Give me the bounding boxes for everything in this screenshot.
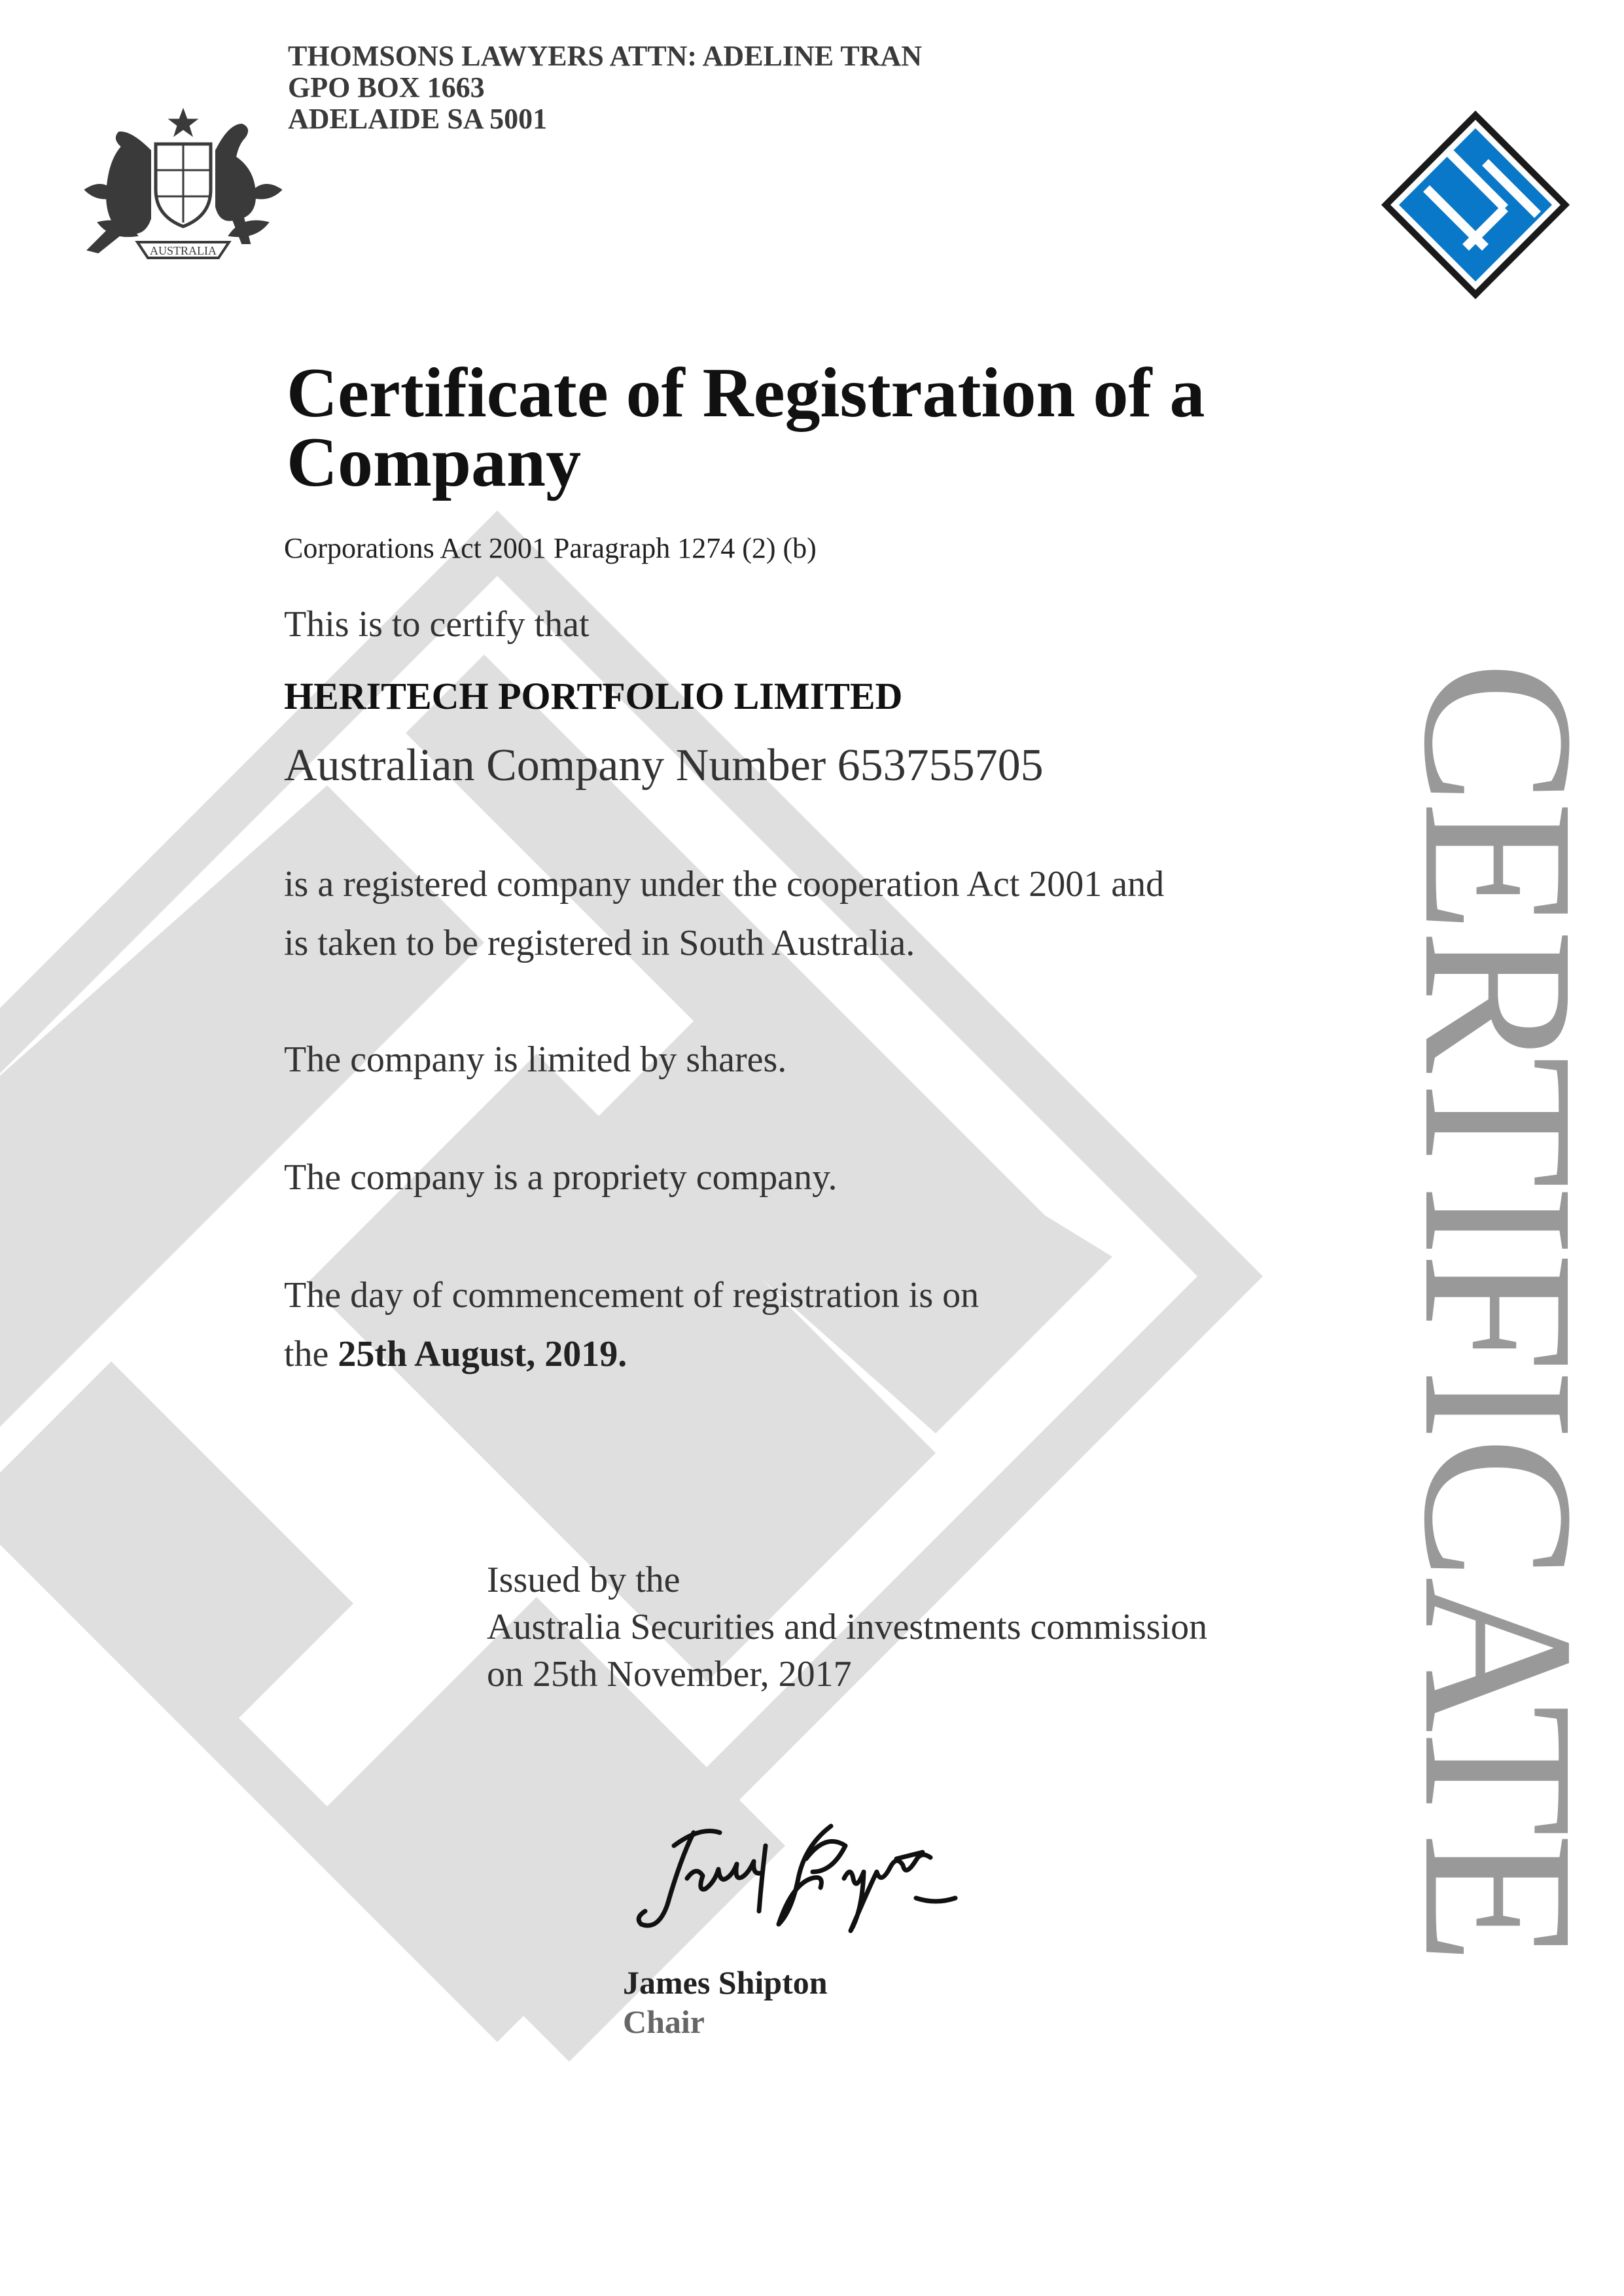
company-type-statement: The company is a propriety company. xyxy=(284,1157,838,1198)
issued-by-block xyxy=(487,1556,1207,1698)
svg-text:AUSTRALIA: AUSTRALIA xyxy=(150,244,217,257)
asic-logo-icon xyxy=(1381,110,1570,300)
registration-paragraph xyxy=(284,855,1331,973)
commencement-paragraph xyxy=(284,1266,1331,1384)
certificate-title: Certificate of Registration of a Company xyxy=(287,354,1205,501)
commencement-prefix: the xyxy=(284,1334,329,1374)
legislation-reference: Corporations Act 2001 Paragraph 1274 (2) (b) xyxy=(284,532,817,564)
addressee-line-1: THOMSONS LAWYERS ATTN: ADELINE TRAN xyxy=(288,40,923,72)
company-name: HERITECH PORTFOLIO LIMITED xyxy=(284,675,903,717)
company-number: Australian Company Number 653755705 xyxy=(284,740,1044,791)
vertical-certificate-text: CERTIFICATE xyxy=(1379,661,1618,1961)
addressee-line-3: ADELAIDE SA 5001 xyxy=(288,103,548,135)
shares-statement: The company is limited by shares. xyxy=(284,1039,787,1080)
issued-line-1: Issued by the xyxy=(487,1560,680,1600)
commencement-line-2 xyxy=(284,1325,1331,1384)
vertical-certificate-heading xyxy=(1379,661,1618,2101)
addressee-line-2: GPO BOX 1663 xyxy=(288,71,485,103)
commencement-line-1: The day of commencement of registration is on xyxy=(284,1275,980,1316)
commencement-date: 25th August, 2019. xyxy=(338,1334,627,1374)
addressee-block xyxy=(288,41,922,135)
registration-line-1: is a registered company under the cooperation Act 2001 and xyxy=(284,864,1165,905)
certify-intro: This is to certify that xyxy=(284,604,590,645)
handwritten-signature-icon xyxy=(635,1820,975,1950)
signatory-name: James Shipton xyxy=(623,1964,828,2001)
signatory-role: Chair xyxy=(623,2003,705,2040)
australian-coat-of-arms-icon xyxy=(72,105,294,276)
registration-line-2: is taken to be registered in South Australia. xyxy=(284,923,915,963)
issued-line-3: on 25th November, 2017 xyxy=(487,1654,852,1695)
issued-line-2: Australia Securities and investments commission xyxy=(487,1607,1208,1647)
